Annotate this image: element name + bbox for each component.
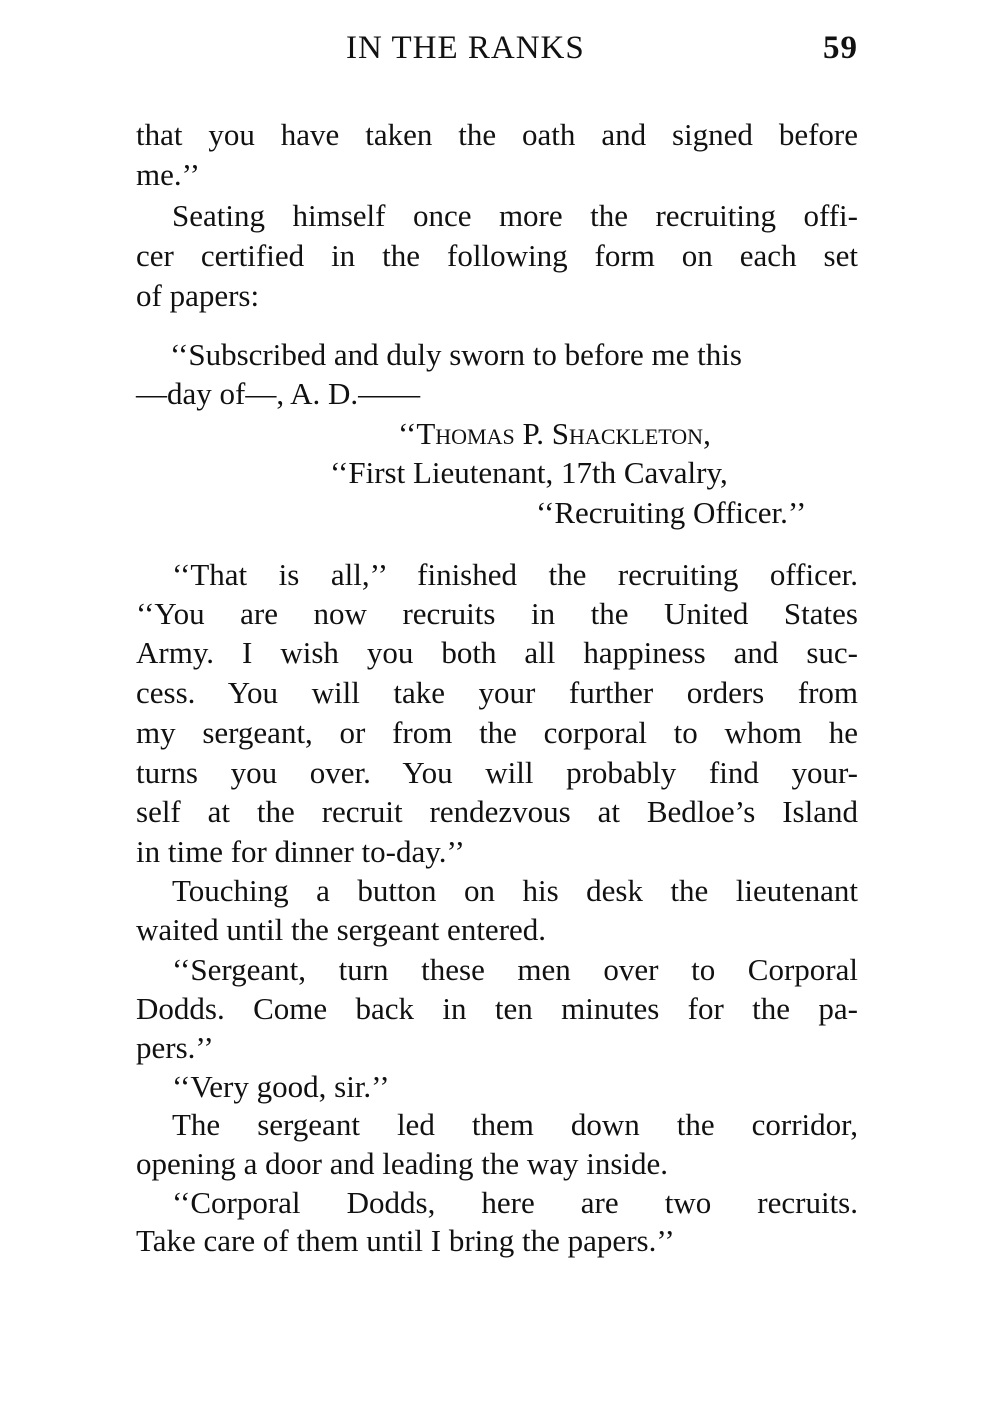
text-line: The sergeant led them down the corridor,	[172, 1107, 858, 1142]
text-line: ‘‘Sergeant, turn these men over to Corporal	[172, 952, 858, 987]
text-line: of papers:	[136, 278, 260, 313]
text-line: ‘‘Subscribed and duly sworn to before me this	[170, 337, 742, 372]
text-line: cer certified in the following form on each set	[136, 238, 858, 273]
text-line: in time for dinner to-day.’’	[136, 834, 465, 869]
text-line: waited until the sergeant entered.	[136, 912, 547, 947]
text-line: pers.’’	[136, 1030, 214, 1065]
text-line: —day of—, A. D.——	[136, 376, 421, 411]
signature-rank: ‘‘First Lieutenant, 17th Cavalry,	[330, 455, 728, 490]
text-line: ‘‘You are now recruits in the United States	[136, 596, 858, 631]
running-head	[136, 30, 858, 76]
signature-name: ‘‘Thomas P. Shackleton,	[398, 416, 711, 451]
text-line: me.’’	[136, 157, 200, 192]
text-line: Take care of them until I bring the papers.’’	[136, 1223, 675, 1258]
text-line: self at the recruit rendezvous at Bedloe’s Island	[136, 794, 858, 829]
text-line: turns you over. You will probably find your-	[136, 755, 858, 790]
running-title: IN THE RANKS	[346, 30, 585, 66]
text-line: ‘‘Very good, sir.’’	[172, 1069, 390, 1104]
text-line: my sergeant, or from the corporal to whom he	[136, 715, 858, 750]
text-line: cess. You will take your further orders from	[136, 675, 858, 710]
text-line: opening a door and leading the way inside.	[136, 1146, 669, 1181]
text-line: Dodds. Come back in ten minutes for the pa-	[136, 991, 858, 1026]
text-line: Army. I wish you both all happiness and suc-	[136, 635, 858, 670]
page-number: 59	[823, 30, 858, 66]
text-line: ‘‘Corporal Dodds, here are two recruits.	[172, 1185, 858, 1220]
text-line: ‘‘That is all,’’ finished the recruiting officer.	[172, 557, 858, 592]
text-line: Seating himself once more the recruiting offi-	[172, 198, 858, 233]
text-line: that you have taken the oath and signed before	[136, 117, 858, 152]
signature-title: ‘‘Recruiting Officer.’’	[536, 495, 807, 530]
text-line: Touching a button on his desk the lieutenant	[172, 873, 858, 908]
